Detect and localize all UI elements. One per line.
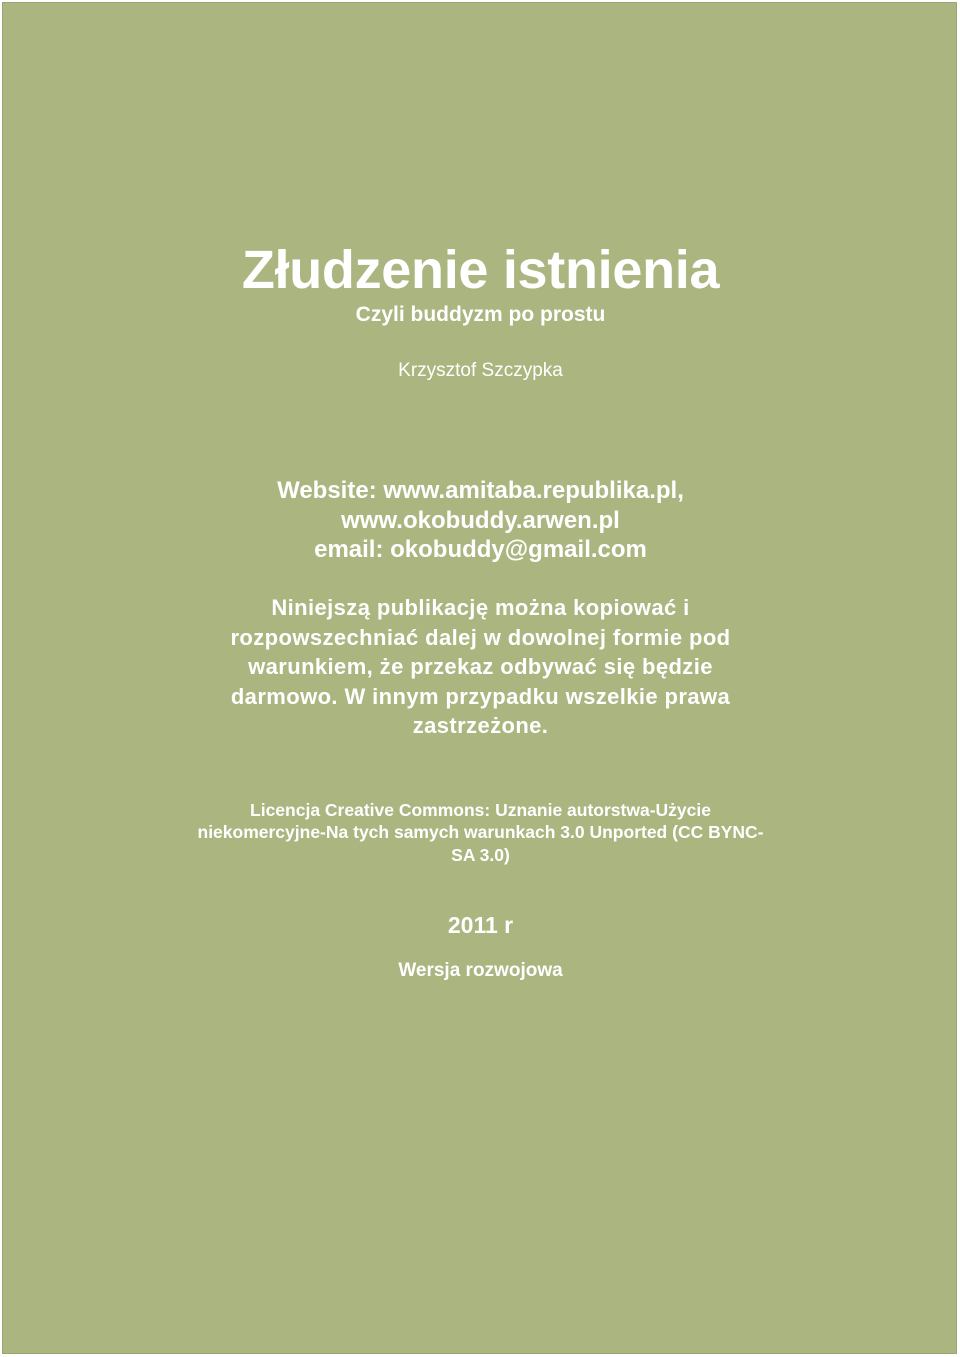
- email-line: email: okobuddy@gmail.com: [314, 536, 647, 563]
- book-title: Złudzenie istnienia: [241, 240, 720, 300]
- notice-line: darmowo. W innym przypadku wszelkie prawa: [230, 684, 731, 709]
- book-subtitle: Czyli buddyzm po prostu: [355, 303, 606, 326]
- cover-page: [2, 2, 957, 1354]
- version-label: Wersja rozwojowa: [398, 960, 563, 981]
- website-line: Website: www.amitaba.republika.pl,: [277, 477, 684, 504]
- author-name: Krzysztof Szczypka: [398, 360, 563, 381]
- notice-line: rozpowszechniać dalej w dowolnej formie pod: [230, 625, 731, 650]
- license-line: niekomercyjne-Na tych samych warunkach 3.0 Unported (CC BYNC-: [197, 822, 764, 842]
- notice-line: Niniejszą publikację można kopiować i: [271, 595, 690, 620]
- notice-line: warunkiem, że przekaz odbywać się będzie: [248, 654, 713, 679]
- license-line: SA 3.0): [451, 845, 510, 865]
- license-line: Licencja Creative Commons: Uznanie autorstwa-Użycie: [250, 800, 711, 820]
- website-line-2: www.okobuddy.arwen.pl: [341, 507, 620, 534]
- publication-year: 2011 r: [447, 912, 514, 938]
- notice-line: zastrzeżone.: [412, 713, 549, 738]
